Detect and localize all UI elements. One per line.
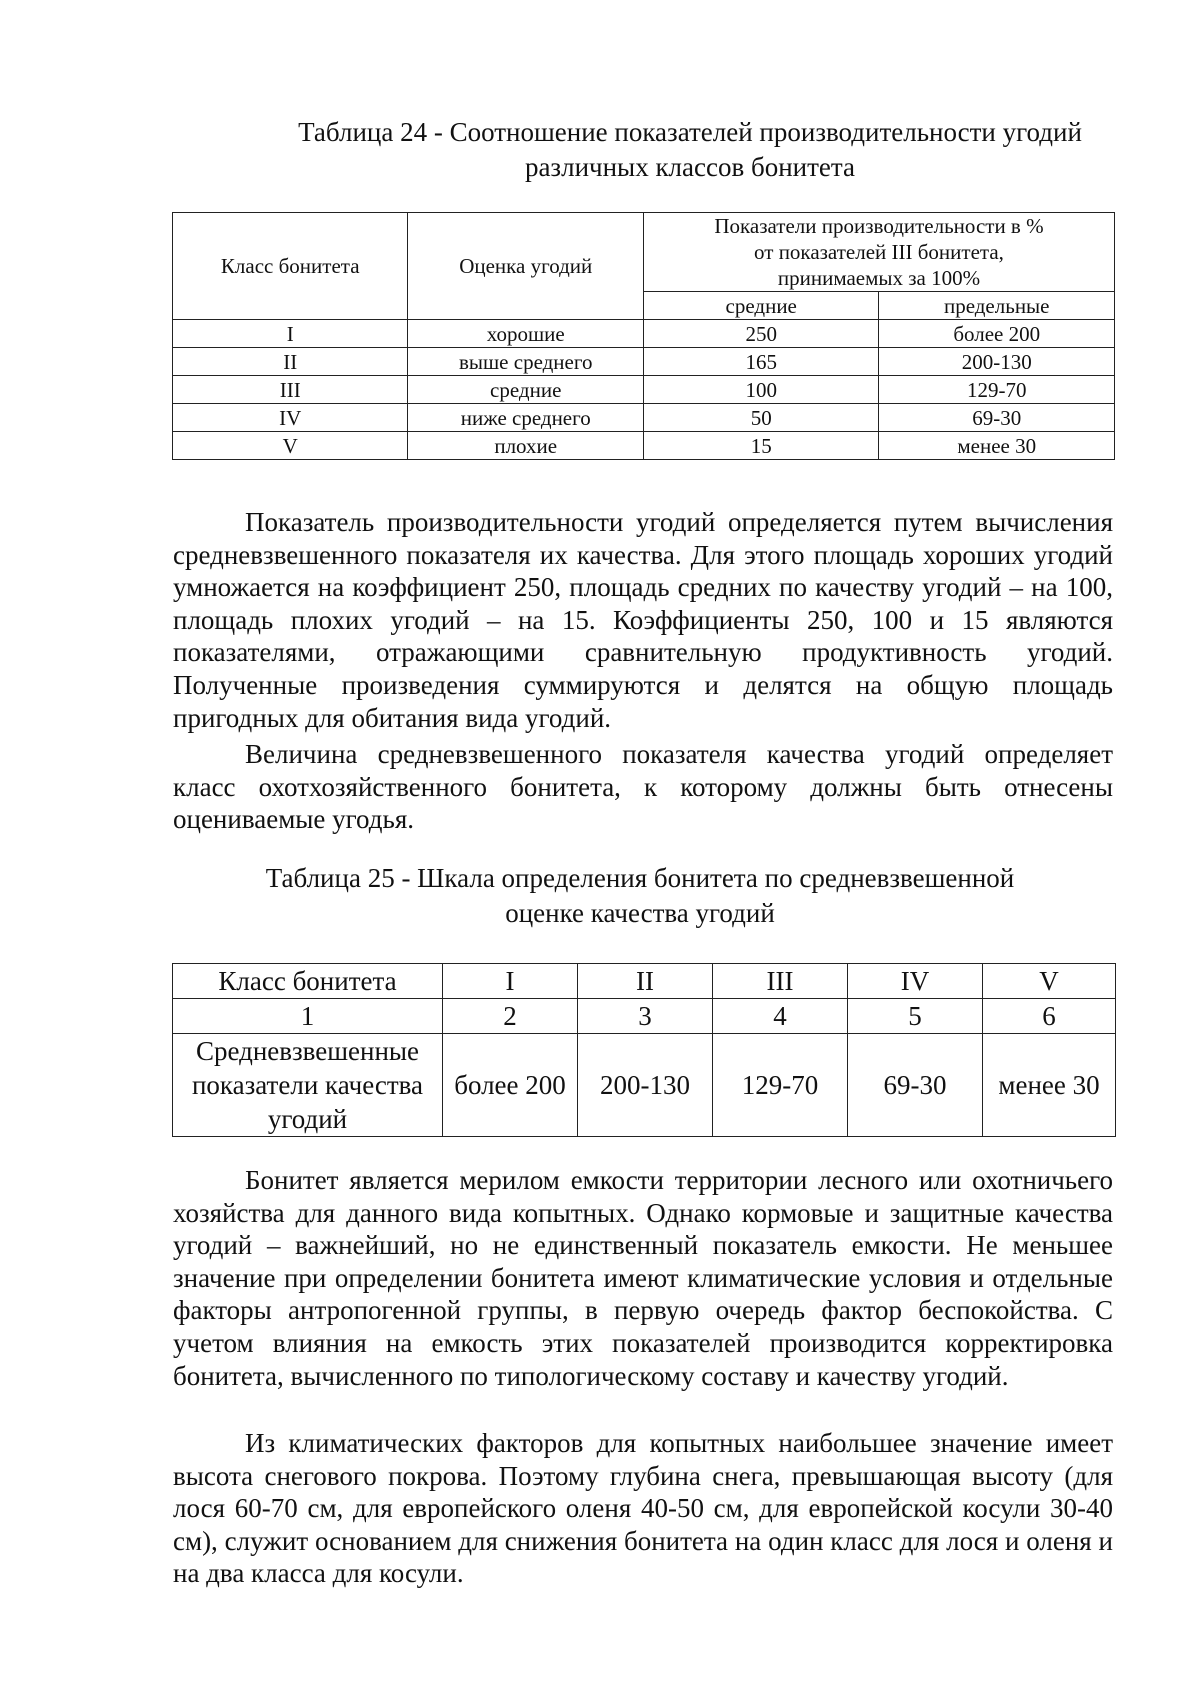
column-number-cell: 2 [443, 999, 578, 1034]
column-number-cell: 1 [173, 999, 443, 1034]
rating-cell: средние [408, 376, 643, 404]
avg-cell: 100 [643, 376, 878, 404]
header-rating-cell: Оценка угодий [408, 213, 643, 320]
limit-cell: менее 30 [879, 432, 1115, 460]
table-24-header-row [173, 213, 1115, 292]
avg-cell: 250 [643, 320, 878, 348]
table-25-caption [200, 861, 1080, 931]
table-25 [172, 963, 1116, 1137]
class-cell: V [983, 964, 1116, 999]
class-cell: II [173, 348, 408, 376]
table-row [173, 1034, 1116, 1137]
avg-cell: 50 [643, 404, 878, 432]
paragraph: Показатель производительности угодий определяется путем вычисления средневзвешенного показателя их качества. Для этого площадь хороших угодий умножается на коэффициент 250, площадь средних по качеству угодий – на 100, площадь плохих угодий – на 15. Коэффициенты 250, 100 и 15 являются показателями, отражающими сравнительную продуктивность угодий. Полученные произведения суммируются и делятся на общую площадь пригодных для обитания вида угодий. [173, 507, 1113, 733]
limit-cell: 69-30 [879, 404, 1115, 432]
class-cell: III [173, 376, 408, 404]
table-row [173, 432, 1115, 460]
value-cell: более 200 [443, 1034, 578, 1137]
table-24 [172, 212, 1115, 460]
table-24-caption [250, 115, 1130, 185]
paragraph: Из климатических факторов для копытных наибольшее значение имеет высота снегового покрова. Поэтому глубина снега, превышающая высоту (для лося 60-70 см, для европейского оленя 40-50 см, для европейской косули 30-40 см), служит основанием для снижения бонитета на один класс для лося и оленя и на два класса для косули. [173, 1428, 1113, 1589]
table-row [173, 404, 1115, 432]
rating-cell: хорошие [408, 320, 643, 348]
header-indicators-cell: Показатели производительности в % от показателей III бонитета, принимаемых за 100% [643, 213, 1114, 292]
header-avg-cell: средние [643, 292, 878, 320]
class-cell: IV [173, 404, 408, 432]
avg-cell: 165 [643, 348, 878, 376]
header-class-cell: Класс бонитета [173, 213, 408, 320]
table-25-caption-line-2: оценке качества угодий [505, 898, 775, 928]
header-class-cell: Класс бонитета [173, 964, 443, 999]
table-row [173, 964, 1116, 999]
table-row [173, 348, 1115, 376]
table-24-caption-line-1: Таблица 24 - Соотношение показателей производительности угодий [298, 117, 1082, 147]
table-row [173, 320, 1115, 348]
limit-cell: 200-130 [879, 348, 1115, 376]
limit-cell: 129-70 [879, 376, 1115, 404]
class-cell: I [173, 320, 408, 348]
class-cell: I [443, 964, 578, 999]
table-24-caption-line-2: различных классов бонитета [524, 152, 856, 182]
rating-cell: плохие [408, 432, 643, 460]
value-cell: 129-70 [713, 1034, 848, 1137]
class-cell: III [713, 964, 848, 999]
column-number-cell: 6 [983, 999, 1116, 1034]
column-number-cell: 3 [578, 999, 713, 1034]
class-cell: IV [848, 964, 983, 999]
class-cell: II [578, 964, 713, 999]
rating-cell: выше среднего [408, 348, 643, 376]
class-cell: V [173, 432, 408, 460]
rating-cell: ниже среднего [408, 404, 643, 432]
table-row [173, 999, 1116, 1034]
column-number-cell: 5 [848, 999, 983, 1034]
value-cell: 69-30 [848, 1034, 983, 1137]
value-cell: менее 30 [983, 1034, 1116, 1137]
limit-cell: более 200 [879, 320, 1115, 348]
value-cell: 200-130 [578, 1034, 713, 1137]
header-limit-cell: предельные [879, 292, 1115, 320]
table-25-caption-line-1: Таблица 25 - Шкала определения бонитета по средневзвешенной [265, 863, 1015, 893]
indicator-label-cell: Средневзвешенные показатели качества угодий [173, 1034, 443, 1137]
avg-cell: 15 [643, 432, 878, 460]
paragraph: Бонитет является мерилом емкости территории лесного или охотничьего хозяйства для данного вида копытных. Однако кормовые и защитные качества угодий – важнейший, но не единственный показатель емкости. Не меньшее значение при определении бонитета имеют климатические условия и отдельные факторы антропогенной группы, в первую очередь фактор беспокойства. С учетом влияния на емкость этих показателей производится корректировка бонитета, вычисленного по типологическому составу и качеству угодий. [173, 1165, 1113, 1391]
paragraph: Величина средневзвешенного показателя качества угодий определяет класс охотхозяйственного бонитета, к которому должны быть отнесены оцениваемые угодья. [173, 739, 1113, 835]
column-number-cell: 4 [713, 999, 848, 1034]
table-row [173, 376, 1115, 404]
